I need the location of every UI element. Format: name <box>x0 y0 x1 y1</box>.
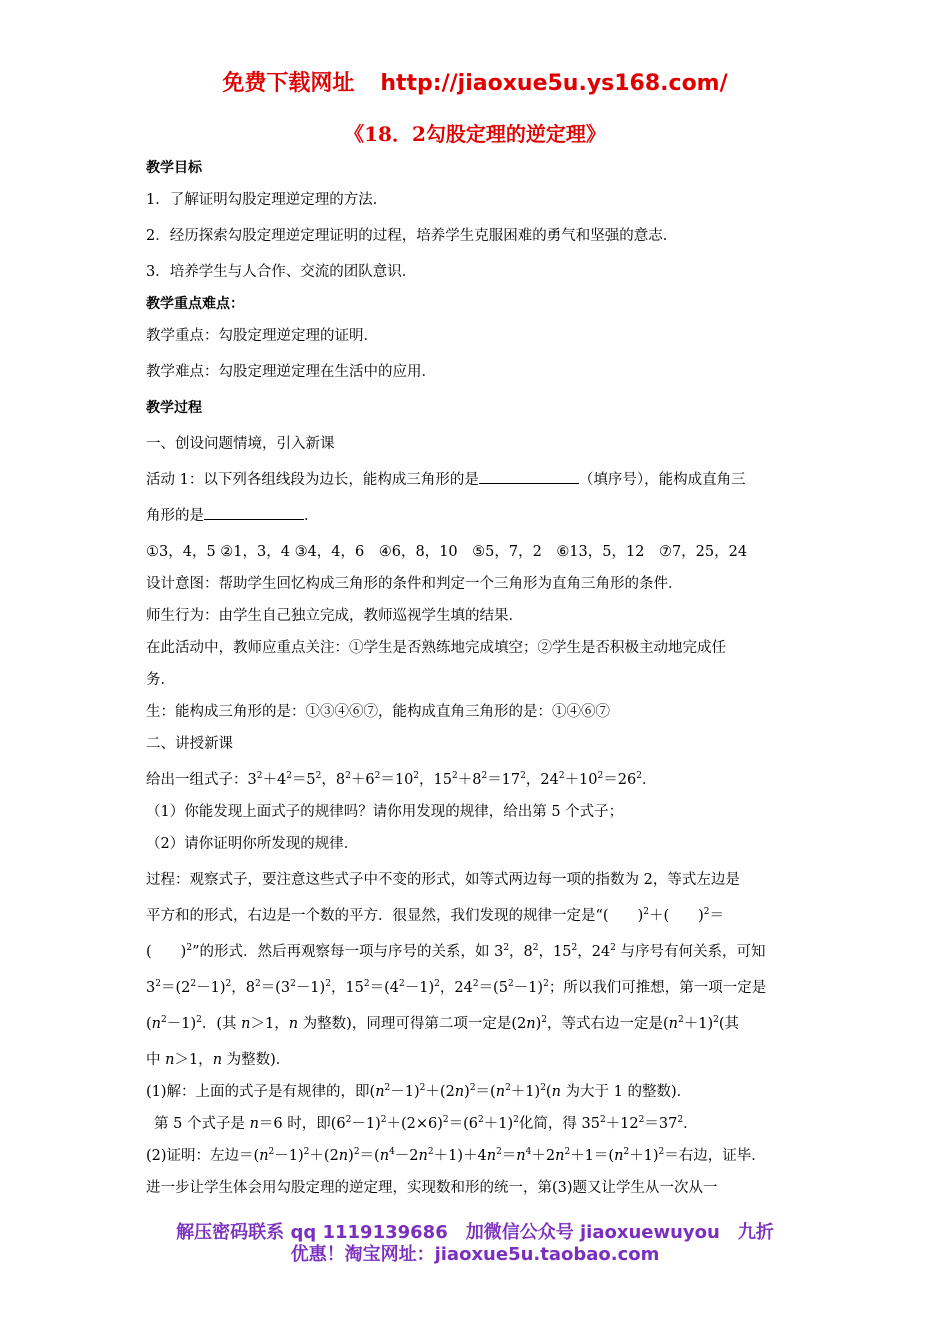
footer-line1: 解压密码联系 qq 1119139686 加微信公众号 jiaoxuewuyou 九折 <box>176 1222 774 1243</box>
solution-line1: (1)解：上面的式子是有规律的，即$(n^2-1)^2+(2n)^2=(n^2+1)^2(n$ 为大于 1 的整数)． <box>146 1083 692 1100</box>
footer-line2: 优惠！淘宝网址：jiaoxue5u.taobao.com <box>290 1244 660 1265</box>
answer-blank-2[interactable] <box>204 505 304 520</box>
question-2: （2）请你证明你所发现的规律． <box>146 836 359 852</box>
question-1: （1）你能发现上面式子的规律吗？请你用发现的规律，给出第 5 个式子； <box>146 804 624 820</box>
process-line2: 平方和的形式，右边是一个数的平方．很显然，我们发现的规律一定是“( )$^2$＋( )$^2$＝ <box>146 907 725 924</box>
teacher-student-behavior: 师生行为：由学生自己独立完成，教师巡视学生填的结果． <box>146 608 523 624</box>
process-line1: 过程：观察式子，要注意这些式子中不变的形式，如等式两边每一项的指数为 2，等式左边是 <box>146 872 740 888</box>
part1-title: 一、创设问题情境，引入新课 <box>146 436 335 452</box>
download-label: 免费下载网址 <box>222 71 355 96</box>
process-heading: 教学过程 <box>146 400 202 416</box>
solution-line2: 第 5 个式子是 n＝6 时，即$(6^2-1)^2+(2\times 6)^2=(6^2+1)^2$化简，得 $35^2+12^2=37^2$． <box>154 1115 698 1132</box>
download-header <box>0 66 950 97</box>
focus-line2: 务． <box>146 672 175 688</box>
closing-line: 进一步让学生体会用勾股定理的逆定理，实现数和形的统一，第(3)题又让学生从一次从一 <box>146 1180 718 1196</box>
goal-1: 1．了解证明勾股定理逆定理的方法． <box>146 192 388 208</box>
process-line3: ( )$^2$”的形式．然后再观察每一项与序号的关系，如 $3^2$，$8^2$，$15^2$，$24^2$ 与序号有何关系，可知 <box>146 943 766 960</box>
formula-set: 给出一组式子：$3^2+4^2=5^2$，$8^2+6^2=10^2$，$15^2+8^2=17^2$，$24^2+10^2=26^2$． <box>146 771 657 788</box>
proof-line: (2)证明：左边$=(n^2-1)^2+(2n)^2=(n^4-2n^2+1)+4n^2=n^4+2n^2+1=(n^2+1)^2=$右边，证毕． <box>146 1147 766 1164</box>
document-title: 《18．2勾股定理的逆定理》 <box>344 122 606 146</box>
difficulty: 教学难点：勾股定理逆定理在生活中的应用． <box>146 364 436 380</box>
process-line5: $(n^2-1)^2$．(其 n＞1，n 为整数)，同理可得第二项一定是$(2n)^2$，等式右边一定是$(n^2+1)^2$(其 <box>146 1015 740 1032</box>
activity1-line2: 角形的是 ． <box>146 498 811 534</box>
answer-blank-1[interactable] <box>479 469 579 484</box>
goal-3: 3．培养学生与人合作、交流的团队意识． <box>146 264 417 280</box>
process-line6: 中 n＞1，n 为整数)． <box>146 1052 291 1068</box>
focus-line1: 在此活动中，教师应重点关注：①学生是否熟练地完成填空；②学生是否积极主动地完成任 <box>146 640 726 656</box>
process-line4: $3^2=(2^2-1)^2$，$8^2=(3^2-1)^2$，$15^2=(4^2-1)^2$，$24^2=(5^2-1)^2$；所以我们可推想，第一项一定是 <box>146 979 767 996</box>
activity1-line1: 活动 1：以下列各组线段为边长，能构成三角形的是 （填序号），能构成直角三 <box>146 462 811 498</box>
student-answer: 生：能构成三角形的是：①③④⑥⑦，能构成直角三角形的是：①④⑥⑦ <box>146 704 610 720</box>
options-list: ①3，4，5 ②1，3，4 ③4，4，6 ④6，8，10 ⑤5，7，2 ⑥13，5，12 ⑦7，25，24 <box>146 544 748 560</box>
keypoint: 教学重点：勾股定理逆定理的证明． <box>146 328 378 344</box>
document-body <box>146 154 811 1206</box>
goal-2: 2．经历探索勾股定理逆定理证明的过程，培养学生克服困难的勇气和坚强的意志． <box>146 228 678 244</box>
keypoints-heading: 教学重点难点： <box>146 296 244 312</box>
part2-title: 二、讲授新课 <box>146 736 233 752</box>
download-url-link[interactable]: http://jiaoxue5u.ys168.com/ <box>380 71 728 96</box>
promo-footer <box>0 1222 950 1266</box>
design-intent: 设计意图：帮助学生回忆构成三角形的条件和判定一个三角形为直角三角形的条件． <box>146 576 683 592</box>
goals-heading: 教学目标 <box>146 160 202 176</box>
